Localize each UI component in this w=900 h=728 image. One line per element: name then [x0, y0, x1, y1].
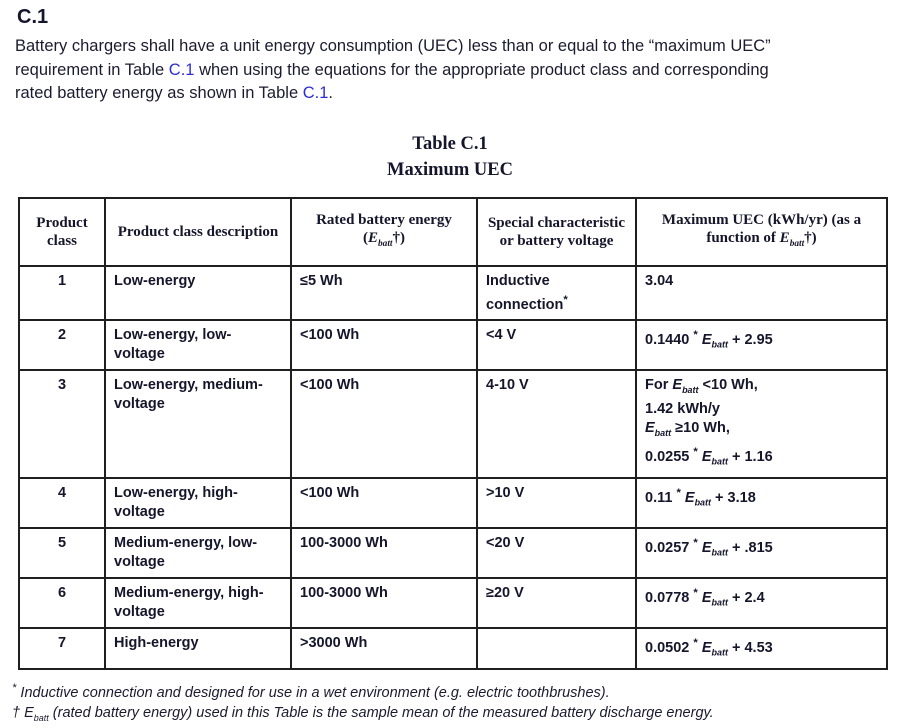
table-cell: 100-3000 Wh [291, 578, 477, 628]
table-cell: High-energy [105, 628, 291, 669]
ebatt-symbol: E [701, 539, 712, 556]
table-cell [477, 628, 636, 669]
table-row [19, 320, 887, 370]
table-cell: 2 [19, 320, 105, 370]
table-c1-link[interactable]: C.1 [168, 60, 195, 79]
table-cell: >3000 Wh [291, 628, 477, 669]
ebatt-symbol: E [645, 420, 655, 437]
table-cell: 5 [19, 528, 105, 578]
table-cell: Low-energy [105, 266, 291, 321]
footnote: * Inductive connection and designed for use in a wet environment (e.g. electric toothbrushes). [12, 681, 610, 701]
paragraph-text: when using the equations for the appropriate product class and corresponding rated battery energy as shown in Table [15, 60, 769, 102]
table-cell: 0.0778 * $E_{batt} + 2.4$ [636, 578, 887, 628]
table-cell: 4 [19, 478, 105, 528]
header-cell: Maximum UEC (kWh/yr) (as a function of $E_{batt}\dagger$) [636, 198, 887, 266]
header-cell: Special characteristic or battery voltage [477, 198, 636, 266]
table-cell: 0.11 * $E_{batt} + 3.18$ [636, 478, 887, 528]
table-cell: 6 [19, 578, 105, 628]
table-cell: 3.04 [636, 266, 887, 321]
table-cell: >10 V [477, 478, 636, 528]
table-title [0, 131, 900, 183]
table-cell: <4 V [477, 320, 636, 370]
table-row [19, 370, 887, 478]
header-cell: Rated battery energy $(E_{batt}\dagger)$ [291, 198, 477, 266]
table-title-line1: Table C.1 [412, 133, 488, 154]
header-cell: Product class description [105, 198, 291, 266]
table-cell: <100 Wh [291, 370, 477, 478]
table-cell: Inductive connection* [477, 266, 636, 321]
table-cell: Medium-energy, high-voltage [105, 578, 291, 628]
table-header-row [19, 198, 887, 266]
table-cell: For $E_{batt} <10$ Wh, 1.42 kWh/y $E_{batt} \ge 10$ Wh, 0.0255 * $E_{batt} + 1.16$ [636, 370, 887, 478]
table-row [19, 628, 887, 669]
ebatt-symbol: E [701, 332, 712, 349]
table-cell: <20 V [477, 528, 636, 578]
table-cell: <100 Wh [291, 478, 477, 528]
table-cell: 0.0502 * $E_{batt} + 4.53$ [636, 628, 887, 669]
footnote: † $E_{batt}$ (rated battery energy) used in this Table is the sample mean of the measured battery discharge energy. [12, 704, 714, 723]
ebatt-symbol: E [24, 704, 34, 721]
paragraph-text: Battery chargers shall have a unit energy consumption (UEC) less than or equal to the “maximum UEC” requirement in Table [15, 37, 771, 79]
table-cell: 100-3000 Wh [291, 528, 477, 578]
ebatt-symbol: E [368, 229, 379, 246]
intro-paragraph [15, 35, 888, 106]
table-cell: ≤5 Wh [291, 266, 477, 321]
table-row [19, 266, 887, 321]
table-body [19, 266, 887, 669]
table-cell: Medium-energy, low-voltage [105, 528, 291, 578]
ebatt-symbol: E [701, 639, 712, 656]
ebatt-symbol: E [684, 489, 695, 506]
ebatt-symbol: E [672, 377, 683, 394]
table-row [19, 478, 887, 528]
table-cell: 0.1440 * $E_{batt} + 2.95$ [636, 320, 887, 370]
header-cell: Product class [19, 198, 105, 266]
table-cell: 1 [19, 266, 105, 321]
table-cell: 7 [19, 628, 105, 669]
table-cell: 0.0257 * $E_{batt} + .815$ [636, 528, 887, 578]
section-heading: C.1 [17, 6, 49, 28]
table-cell: ≥20 V [477, 578, 636, 628]
paragraph-text: . [328, 84, 333, 102]
table-c1-link[interactable]: C.1 [302, 84, 329, 102]
ebatt-symbol: E [779, 229, 790, 246]
table-cell: Low-energy, high-voltage [105, 478, 291, 528]
ebatt-symbol: E [701, 448, 712, 465]
maximum-uec-table [18, 197, 888, 670]
table-cell: Low-energy, medium-voltage [105, 370, 291, 478]
table-row [19, 578, 887, 628]
table-title-line2: Maximum UEC [387, 159, 513, 180]
table-cell: 3 [19, 370, 105, 478]
table-row [19, 528, 887, 578]
table-cell: 4-10 V [477, 370, 636, 478]
table-cell: Low-energy, low-voltage [105, 320, 291, 370]
table-cell: <100 Wh [291, 320, 477, 370]
ebatt-symbol: E [701, 589, 712, 606]
